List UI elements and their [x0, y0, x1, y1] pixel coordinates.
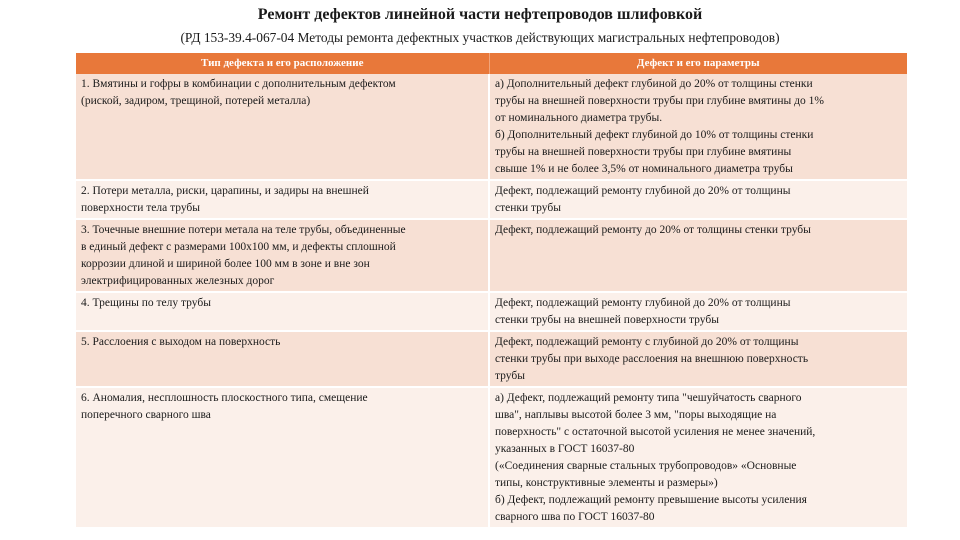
cell-text-line: стенки трубы на внешней поверхности трубы	[495, 314, 719, 326]
cell-text-line: трубы на внешней поверхности трубы при глубине вмятины	[495, 146, 792, 158]
cell-text-line: (риской, задиром, трещиной, потерей металла)	[81, 95, 311, 107]
cell-text-line: Дефект, подлежащий ремонту до 20% от толщины стенки трубы	[495, 224, 811, 236]
table-body	[76, 74, 907, 528]
header-defect-params: Дефект и его параметры	[489, 53, 907, 74]
cell-text-line: б) Дефект, подлежащий ремонту превышение высоты усиления	[495, 494, 807, 506]
cell-text-line: 1. Вмятины и гофры в комбинации с дополнительным дефектом	[81, 78, 396, 90]
cell-text-line: типы, конструктивные элементы и размеры»)	[495, 477, 718, 489]
cell-text-line: указанных в ГОСТ 16037-80	[495, 443, 635, 455]
cell-text-line: а) Дополнительный дефект глубиной до 20% от толщины стенки	[495, 78, 813, 90]
cell-text-line: коррозии длиной и шириной более 100 мм в зоне и вне зон	[81, 258, 370, 270]
cell-text-line: Дефект, подлежащий ремонту с глубиной до 20% от толщины	[495, 336, 799, 348]
table-row	[76, 331, 907, 387]
cell-defect-type	[76, 180, 489, 219]
table-row	[76, 292, 907, 331]
cell-defect-params	[489, 180, 907, 219]
cell-defect-params	[489, 331, 907, 387]
cell-text-line: а) Дефект, подлежащий ремонту типа "чешуйчатость сварного	[495, 392, 802, 404]
cell-text-line: в единый дефект с размерами 100х100 мм, и дефекты сплошной	[81, 241, 396, 253]
header-defect-type: Тип дефекта и его расположение	[76, 53, 489, 74]
cell-text-line: шва", наплывы высотой более 3 мм, "поры выходящие на	[495, 409, 777, 421]
cell-text-line: («Соединения сварные стальных трубопроводов» «Основные	[495, 460, 797, 472]
cell-text-line: 4. Трещины по телу трубы	[81, 297, 211, 309]
cell-defect-type	[76, 292, 489, 331]
table-row	[76, 387, 907, 528]
cell-text-line: б) Дополнительный дефект глубиной до 10% от толщины стенки	[495, 129, 814, 141]
cell-defect-type	[76, 74, 489, 180]
page-title: Ремонт дефектов линейной части нефтепроводов шлифовкой	[257, 6, 703, 23]
cell-text-line: 6. Аномалия, несплошность плоскостного типа, смещение	[81, 392, 368, 404]
cell-text-line: Дефект, подлежащий ремонту глубиной до 20% от толщины	[495, 185, 791, 197]
cell-defect-type	[76, 387, 489, 528]
cell-text-line: поверхности тела трубы	[81, 202, 201, 214]
cell-text-line: 2. Потери металла, риски, царапины, и задиры на внешней	[81, 185, 369, 197]
cell-defect-params	[489, 387, 907, 528]
cell-text-line: трубы на внешней поверхности трубы при глубине вмятины до 1%	[495, 95, 824, 107]
table-header-row	[76, 53, 907, 74]
cell-text-line: 3. Точечные внешние потери метала на теле трубы, объединенные	[81, 224, 406, 236]
table-row	[76, 74, 907, 180]
table-row	[76, 180, 907, 219]
table-row	[76, 219, 907, 292]
cell-text-line: от номинального диаметра трубы.	[495, 112, 663, 124]
cell-text-line: электрифицированных железных дорог	[81, 275, 275, 287]
cell-text-line: стенки трубы при выходе расслоения на внешнюю поверхность	[495, 353, 809, 365]
cell-defect-params	[489, 292, 907, 331]
cell-text-line: 5. Расслоения с выходом на поверхность	[81, 336, 281, 348]
cell-text-line: сварного шва по ГОСТ 16037-80	[495, 511, 655, 523]
defects-table	[76, 53, 907, 529]
cell-defect-type	[76, 331, 489, 387]
cell-text-line: Дефект, подлежащий ремонту глубиной до 20% от толщины	[495, 297, 791, 309]
cell-text-line: трубы	[495, 370, 525, 382]
cell-text-line: поверхность" с остаточной высотой усиления не менее значений,	[495, 426, 816, 438]
cell-defect-type	[76, 219, 489, 292]
cell-defect-params	[489, 74, 907, 180]
cell-text-line: свыше 1% и не более 3,5% от номинального диаметра трубы	[495, 163, 793, 175]
page-subtitle: (РД 153-39.4-067-04 Методы ремонта дефектных участков действующих магистральных нефтепроводов)	[180, 30, 780, 45]
cell-text-line: стенки трубы	[495, 202, 561, 214]
cell-text-line: поперечного сварного шва	[81, 409, 211, 421]
cell-defect-params	[489, 219, 907, 292]
